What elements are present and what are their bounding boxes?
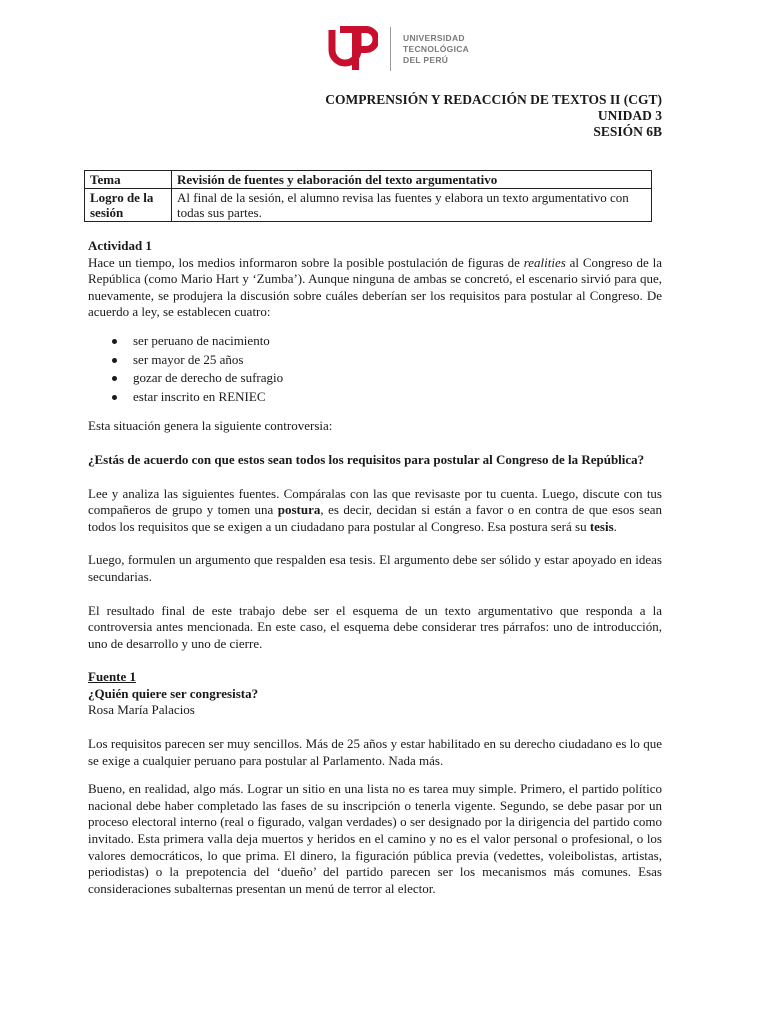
controversy-question: ¿Estás de acuerdo con que estos sean todos los requisitos para postular al Congreso de la República?	[88, 451, 645, 467]
tema-row	[85, 171, 652, 189]
unit-label: UNIDAD 3	[597, 108, 662, 123]
logo-line-1: UNIVERSIDAD	[403, 32, 465, 43]
intro-text-a: Hace un tiempo, los medios informaron sobre la posible postulación de figuras de	[88, 254, 524, 270]
logo-divider	[390, 27, 391, 71]
tema-label: Tema	[85, 171, 172, 189]
instr-tesis: tesis	[589, 518, 614, 534]
argument-paragraph: Luego, formulen un argumento que respalden esa tesis. El argumento debe ser sólido y estar apoyado en ideas secundarias.	[88, 552, 662, 584]
instr-text-a: Lee y analiza las siguientes fuentes. Compáralas con las que revisaste por tu cuenta. Luego, discute con tus compañeros de grupo y tomen una	[88, 485, 662, 518]
instr-text-c: , es decir, decidan si están a favor o en contra de que esos sean todos los requisitos que se exigen a un ciudadano para postular al Congreso. Esa postura será su	[88, 502, 662, 534]
session-label: SESIÓN 6B	[593, 124, 662, 139]
logo-text	[403, 33, 469, 66]
document-body	[88, 238, 662, 897]
source-paragraph-1: Los requisitos parecen ser muy sencillos. Más de 25 años y estar habilitado en su derecho ciudadano es lo que se exige a cualquier peruano para postular al Parlamento. Nada más.	[88, 736, 662, 768]
logro-label: Logro de la sesión	[85, 189, 172, 222]
source-title: ¿Quién quiere ser congresista?	[88, 685, 259, 701]
intro-text-emphasis: realities	[523, 254, 566, 270]
instructions-paragraph	[88, 486, 662, 536]
instr-text-d: .	[613, 518, 617, 534]
logo-line-3: DEL PERÚ	[403, 54, 449, 65]
activity-title: Actividad 1	[88, 238, 152, 253]
logro-row	[85, 189, 652, 222]
tema-value: Revisión de fuentes y elaboración del texto argumentativo	[172, 171, 652, 189]
requirements-list	[88, 332, 662, 406]
activity-intro-paragraph	[88, 255, 662, 321]
source-paragraph-2: Bueno, en realidad, algo más. Lograr un sitio en una lista no es tarea muy simple. Primero, el partido político nacional debe haber completado las fases de su inscripción o tenerla vigente. Segundo, se debe pasar por un proceso electoral interno (real o figurado, valgan verdades) o ser designado por la dirigencia del partido como invitado. Esta primera valla deja muertos y heridos en el camino y no es el valor personal o profesional, o los valores democráticos, lo que prima. El dinero, la figuración pública previa (vedettes, voleibolistas, artistas, periodistas) o la prepotencia del ‘dueño’ del partido parecen ser los mecanismos más comunes. Esas consideraciones subalternas presentan un menú de terror al elector.	[88, 781, 662, 896]
logo-line-2: TECNOLÓGICA	[403, 43, 470, 54]
logro-value: Al final de la sesión, el alumno revisa las fuentes y elabora un texto argumentativo con todas sus partes.	[172, 189, 652, 222]
intro-text-b: al Congreso de la República (como Mario Hart y ‘Zumba’). Aunque ninguna de ambas se concretó, el escenario sirvió para que, nuevamente, se produjera la discusión sobre cuáles deberían ser los requisitos para postular al Congreso. De acuerdo a ley, se establecen cuatro:	[88, 254, 662, 320]
list-item: ser mayor de 25 años	[88, 351, 662, 370]
list-item: ser peruano de nacimiento	[88, 332, 662, 351]
utp-emblem-icon	[322, 26, 378, 72]
course-title: COMPRENSIÓN Y REDACCIÓN DE TEXTOS II (CGT)	[325, 92, 662, 107]
info-table	[84, 170, 652, 222]
result-paragraph: El resultado final de este trabajo debe ser el esquema de un texto argumentativo que responda a la controversia antes mencionada. En este caso, el esquema debe considerar tres párrafos: uno de introducción, uno de desarrollo y uno de cierre.	[88, 602, 662, 651]
utp-logo	[322, 26, 469, 72]
document-header	[325, 92, 662, 140]
list-item: gozar de derecho de sufragio	[88, 369, 662, 388]
source-author: Rosa María Palacios	[88, 702, 195, 718]
source-label: Fuente 1	[88, 669, 137, 685]
list-item: estar inscrito en RENIEC	[88, 388, 662, 407]
instr-postura: postura	[277, 502, 321, 518]
controversy-intro: Esta situación genera la siguiente controversia:	[88, 418, 333, 434]
